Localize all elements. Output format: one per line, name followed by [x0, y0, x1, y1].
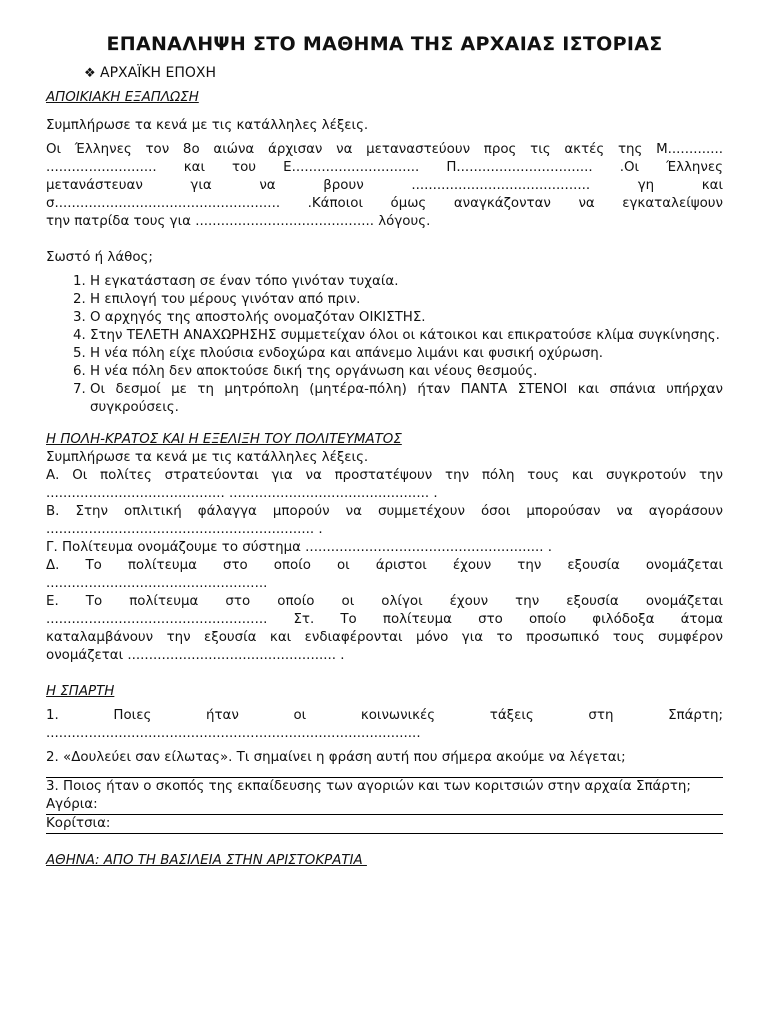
section-heading-city-state: Η ΠΟΛΗ-ΚΡΑΤΟΣ ΚΑΙ Η ΕΞΕΛΙΞΗ ΤΟΥ ΠΟΛΙΤΕΥΜΑΤΟΣ	[46, 432, 402, 447]
item-e-line-4: ονομάζεται ................................................. .	[46, 648, 345, 663]
section-heading-athens: ΑΘΗΝΑ: ΑΠΟ ΤΗ ΒΑΣΙΛΕΙΑ ΣΤΗΝ ΑΡΙΣΤΟΚΡΑΤΙΑ	[46, 853, 367, 868]
true-false-list	[46, 273, 723, 417]
fill-paragraph-line-3: μετανάστευαν για να βρουν .......................................... γη και	[46, 178, 723, 193]
fill-paragraph-line-5: την πατρίδα τους για .......................................... λόγους.	[46, 214, 431, 229]
list-item: 7. Οι δεσμοί με τη μητρόπολη (μητέρα-πόλη) ήταν ΠΑΝΤΑ ΣΤΕΝΟΙ και σπάνια υπήρχαν συγκρούσεις.	[90, 381, 723, 417]
list-item: 2. Η επιλογή του μέρους γινόταν από πριν.	[90, 291, 723, 309]
item-g: Γ. Πολίτευμα ονομάζουμε το σύστημα ........................................................ .	[46, 540, 553, 555]
item-a-line-2: .......................................... ............................................... .	[46, 486, 438, 501]
item-e-line-2: .................................................... Στ. Το πολίτευμα στο οποίο φιλόδοξα άτομα	[46, 612, 723, 627]
question-1-answer-dots: ........................................................................................	[46, 726, 421, 741]
fill-paragraph-line-2: .......................... και του Ε.............................. Π................................ .Οι Έλληνες	[46, 160, 723, 175]
page-title: ΕΠΑΝΑΛΗΨΗ ΣΤΟ ΜΑΘΗΜΑ ΤΗΣ ΑΡΧΑΙΑΣ ΙΣΤΟΡΙΑΣ	[106, 33, 663, 55]
item-e-line-3: καταλαμβάνουν την εξουσία και ενδιαφέρονται μόνο για το προσωπικό τους συμφέρον	[46, 630, 723, 645]
fill-paragraph-line-1: Οι Έλληνες τον 8ο αιώνα άρχισαν να μεταναστεύουν προς τις ακτές της Μ.............	[46, 142, 723, 157]
era-heading-text: ΑΡΧΑΪΚΗ ΕΠΟΧΗ	[100, 65, 216, 81]
item-e-line-1: Ε. Το πολίτευμα στο οποίο οι ολίγοι έχουν την εξουσία ονομάζεται	[46, 594, 723, 609]
item-d-line-1: Δ. Το πολίτευμα στο οποίο οι άριστοι έχουν την εξουσία ονομάζεται	[46, 558, 723, 573]
item-b-line-2: ............................................................... .	[46, 522, 323, 537]
instruction-fill-blanks-2: Συμπλήρωσε τα κενά με τις κατάλληλες λέξεις.	[46, 450, 369, 465]
question-3: 3. Ποιος ήταν ο σκοπός της εκπαίδευσης των αγοριών και των κοριτσιών στην αρχαία Σπάρτη;	[46, 779, 691, 794]
list-item: 4. Στην ΤΕΛΕΤΗ ΑΝΑΧΩΡΗΣΗΣ συμμετείχαν όλοι οι κάτοικοι και επικρατούσε κλίμα συγκίνησης.	[90, 327, 723, 345]
list-item: 5. Η νέα πόλη είχε πλούσια ενδοχώρα και απάνεμο λιμάνι και φυσική οχύρωση.	[90, 345, 723, 363]
question-1: 1. Ποιες ήταν οι κοινωνικές τάξεις στη Σπάρτη;	[46, 708, 723, 723]
section-heading-sparta: Η ΣΠΑΡΤΗ	[46, 684, 115, 699]
section-heading-colonization: ΑΠΟΙΚΙΑΚΗ ΕΞΑΠΛΩΣΗ	[46, 90, 199, 105]
true-false-heading: Σωστό ή λάθος;	[46, 250, 153, 265]
fill-paragraph-line-4: σ..................................................... .Κάποιοι όμως αναγκάζονταν να εγκαταλείψουν	[46, 196, 723, 211]
list-item: 3. Ο αρχηγός της αποστολής ονομαζόταν ΟΙΚΙΣΤΗΣ.	[90, 309, 723, 327]
question-2: 2. «Δουλεύει σαν είλωτας». Τι σημαίνει η φράση αυτή που σήμερα ακούμε να λέγεται;	[46, 750, 626, 765]
list-item: 1. Η εγκατάσταση σε έναν τόπο γινόταν τυχαία.	[90, 273, 723, 291]
answer-boys-line	[46, 796, 723, 815]
item-a-line-1: Α. Οι πολίτες στρατεύονται για να προστατέψουν την πόλη τους και συγκροτούν την	[46, 468, 723, 483]
girls-label: Κορίτσια:	[46, 816, 111, 831]
worksheet-page	[46, 30, 723, 870]
diamond-bullet-icon: ❖	[84, 66, 96, 81]
item-b-line-1: Β. Στην οπλιτική φάλαγγα μπορούν να συμμετέχουν όσοι μπορούσαν να αγοράσουν	[46, 504, 723, 519]
era-heading	[84, 64, 723, 83]
list-item: 6. Η νέα πόλη δεν αποκτούσε δική της οργάνωση και νέους θεσμούς.	[90, 363, 723, 381]
item-d-line-2: ....................................................	[46, 576, 268, 591]
answer-girls-line	[46, 815, 723, 834]
instruction-fill-blanks: Συμπλήρωσε τα κενά με τις κατάλληλες λέξεις.	[46, 118, 369, 133]
boys-label: Αγόρια:	[46, 797, 98, 812]
